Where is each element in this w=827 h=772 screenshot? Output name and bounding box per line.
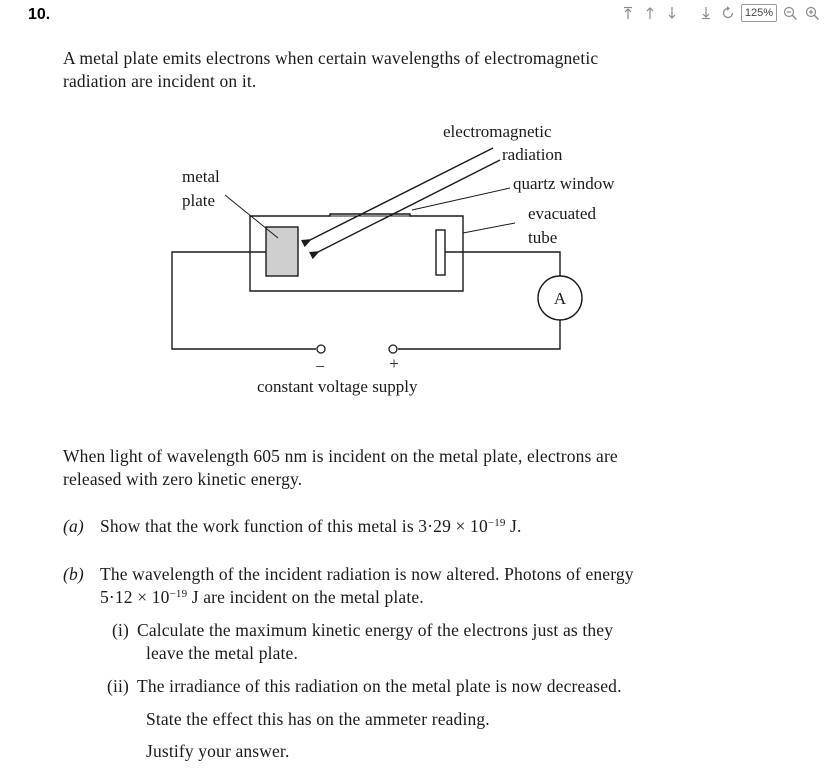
metal-plate (266, 227, 298, 276)
question-number: 10. (28, 6, 51, 23)
intro-line-2: radiation are incident on it. (63, 71, 257, 91)
radiation-ray-lower (318, 160, 500, 252)
evacuated-tube-leader (463, 223, 515, 233)
radiation-ray-upper (310, 148, 493, 240)
circuit-wire-bottom-right (398, 320, 560, 349)
quartz-window-label: quartz window (513, 174, 615, 193)
evacuated-tube-label-1: evacuated (528, 204, 596, 223)
part-b-line-1: The wavelength of the incident radiation is now altered. Photons of energy (100, 564, 634, 584)
voltage-supply-label: constant voltage supply (257, 377, 418, 396)
part-b-ii-line-1: The irradiance of this radiation on the metal plate is now decreased. (137, 676, 622, 696)
part-b-i-line-1: Calculate the maximum kinetic energy of the electrons just as they (137, 620, 614, 640)
part-b-exponent: −19 (169, 588, 188, 600)
part-b-i-line-2: leave the metal plate. (146, 643, 298, 663)
part-b-label: (b) (63, 564, 84, 584)
metal-plate-label-1: metal (182, 167, 220, 186)
part-b-ii-line-2: State the effect this has on the ammeter reading. (146, 709, 490, 729)
part-b (63, 563, 743, 609)
part-a-unit: J. (505, 516, 522, 536)
part-a (63, 515, 743, 538)
zoom-level[interactable]: 125% (741, 4, 777, 22)
part-b-line-2-end: J are incident on the metal plate. (187, 587, 424, 607)
wavelength-line-1: When light of wavelength 605 nm is incident on the metal plate, electrons are (63, 446, 618, 466)
part-b-line-2: 5·12 × 10 (100, 587, 170, 607)
em-radiation-label-1: electromagnetic (443, 122, 552, 141)
part-b-ii (63, 675, 743, 698)
part-b-i (63, 619, 743, 665)
part-b-ii-line-3: Justify your answer. (146, 741, 290, 761)
collector-electrode (436, 230, 445, 275)
intro-line-1: A metal plate emits electrons when certain wavelengths of electromagnetic (63, 48, 599, 68)
part-b-i-label: (i) (112, 620, 129, 640)
metal-plate-label-2: plate (182, 191, 216, 210)
positive-terminal-label: + (389, 354, 399, 373)
wavelength-paragraph (63, 445, 743, 491)
circuit-wire-right (445, 252, 560, 276)
part-b-ii-label: (ii) (107, 676, 129, 696)
part-a-exponent: −19 (487, 517, 506, 529)
part-a-label: (a) (63, 516, 84, 536)
wavelength-line-2: released with zero kinetic energy. (63, 469, 303, 489)
part-a-text: Show that the work function of this metal is 3·29 × 10 (100, 516, 488, 536)
negative-terminal-label: − (315, 357, 325, 376)
em-radiation-label-2: radiation (502, 145, 563, 164)
negative-terminal (317, 345, 325, 353)
positive-terminal (389, 345, 397, 353)
evacuated-tube-label-2: tube (528, 228, 558, 247)
ammeter-label: A (553, 289, 567, 308)
quartz-window-leader (412, 188, 510, 210)
